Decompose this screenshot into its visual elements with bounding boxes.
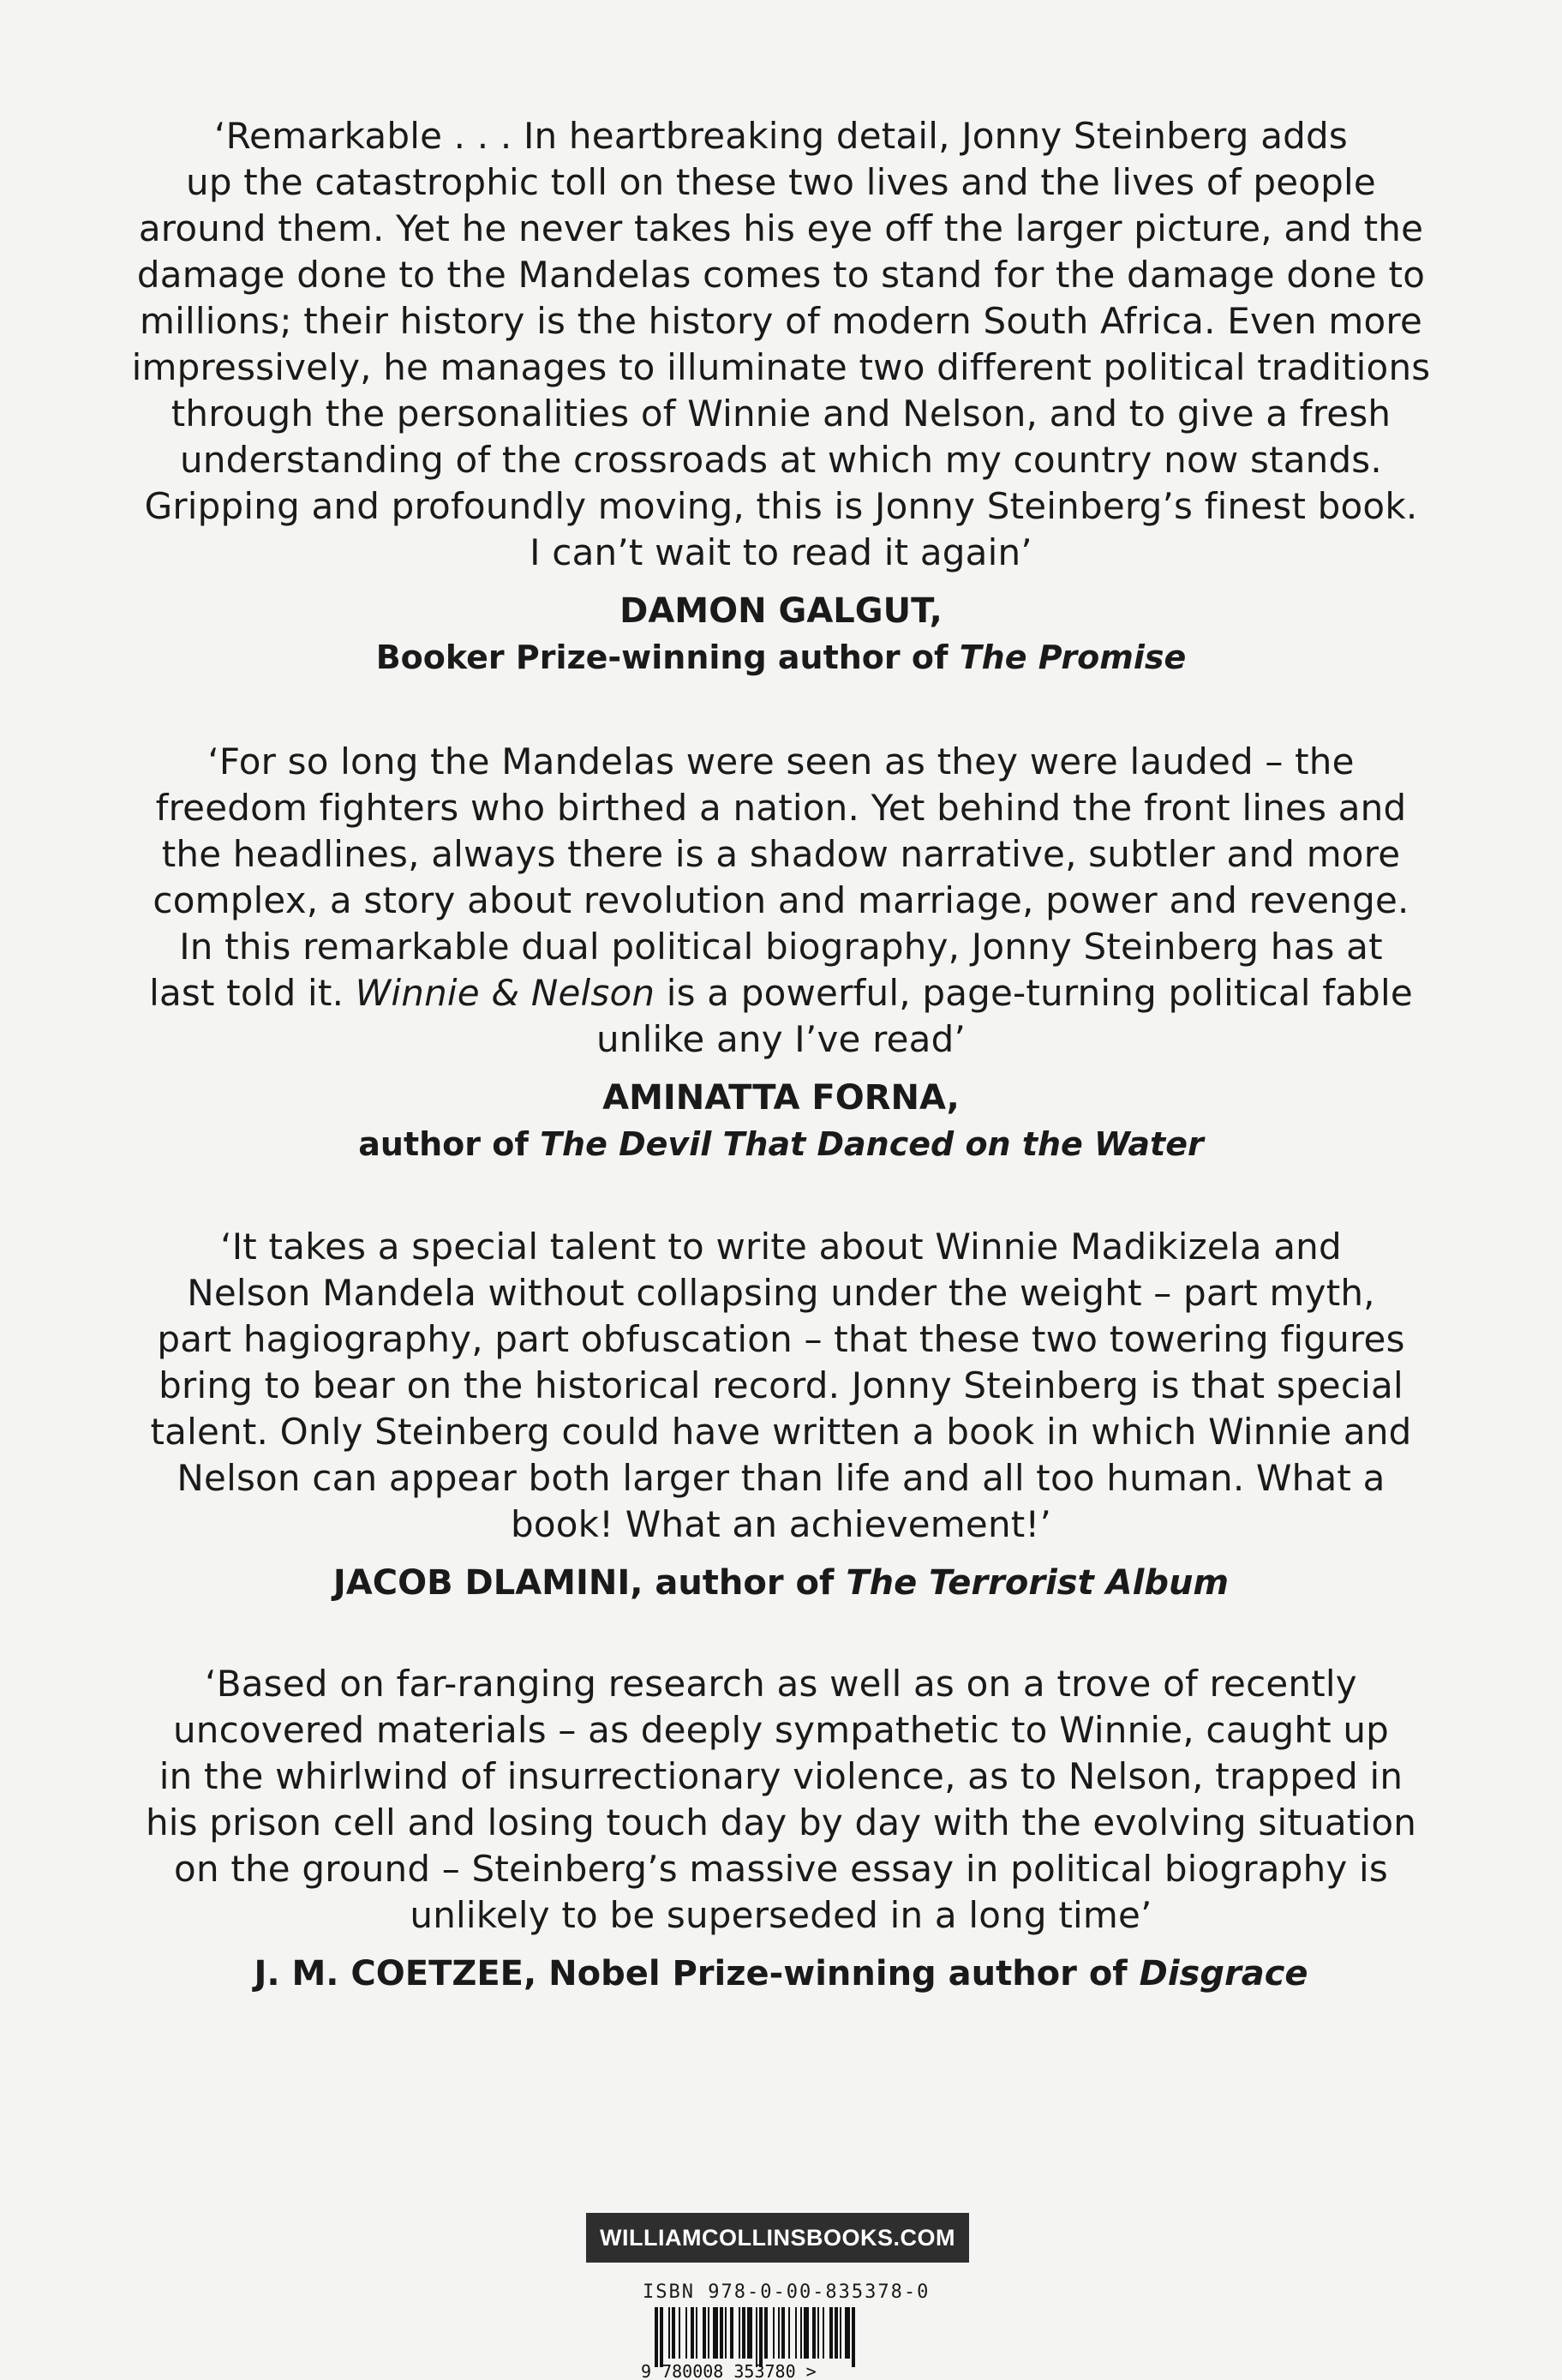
barcode-bar bbox=[781, 2307, 785, 2359]
barcode-bar bbox=[788, 2307, 790, 2359]
quote-author: DAMON GALGUT, bbox=[619, 591, 943, 631]
barcode-digits: 9 780008 353780 > bbox=[641, 2361, 817, 2380]
quote-book-title: Winnie & Nelson bbox=[355, 972, 655, 1014]
quote-credit bbox=[120, 1121, 1442, 1167]
barcode-bar bbox=[817, 2307, 819, 2359]
credit-prefix: Booker Prize-winning author of bbox=[375, 638, 960, 676]
barcode-bar bbox=[703, 2307, 706, 2359]
quote-text-part: is a powerful, page-turning political fable unlike any I’ve read’ bbox=[595, 972, 1413, 1060]
barcode-bar bbox=[720, 2307, 723, 2359]
barcode-bar bbox=[764, 2307, 768, 2359]
credit-title: The Devil That Danced on the Water bbox=[540, 1125, 1204, 1163]
barcode-bar bbox=[747, 2307, 752, 2359]
quote-author: AMINATTA FORNA, bbox=[602, 1078, 960, 1118]
barcode-bar bbox=[800, 2307, 802, 2359]
barcode-bar bbox=[660, 2307, 663, 2367]
barcode-bar bbox=[668, 2307, 670, 2359]
quote-text: ‘Remarkable . . . In heartbreaking detail, Jonny Steinberg adds up the catastrophic toll on these two lives and the lives of people around them. Yet he never takes his eye off the larger picture, and the damage done to the Mandelas comes to stand for the damage done to millions; their history is the history of modern South Africa. Even more impressively, he manages to illuminate two different political traditions through the personalities of Winnie and Nelson, and to give a fresh understanding of the crossroads at which my country now stands. Gripping and profoundly moving, this is Jonny Steinberg’s finest book. I can’t wait to read it again’ bbox=[131, 115, 1431, 573]
quote-text: ‘It takes a special talent to write about Winnie Madikizela and Nelson Mandela without collapsing under the weight – part myth, part hagiography, part obfuscation – that these two towering figures bring to bear on the historical record. Jonny Steinberg is that special talent. Only Steinberg could have written a book in which Winnie and Nelson can appear both larger than life and all too human. What a book! What an achievement!’ bbox=[150, 1226, 1412, 1545]
barcode-bar bbox=[725, 2307, 727, 2359]
publisher-website-link[interactable]: WILLIAMCOLLINSBOOKS.COM bbox=[586, 2213, 969, 2263]
review-quote-coetzee bbox=[120, 1661, 1442, 1997]
quote-author: J. M. COETZEE, bbox=[254, 1954, 537, 1993]
barcode-bar bbox=[742, 2307, 745, 2359]
credit-prefix: author of bbox=[358, 1125, 541, 1163]
barcode-bar bbox=[739, 2307, 740, 2359]
barcode bbox=[639, 2307, 948, 2380]
barcode-bar bbox=[823, 2307, 824, 2359]
credit-title: The Promise bbox=[959, 638, 1187, 676]
barcode-bar bbox=[829, 2307, 833, 2359]
barcode-bar bbox=[804, 2307, 809, 2359]
barcode-bar bbox=[773, 2307, 775, 2359]
barcode-bar bbox=[756, 2307, 757, 2367]
barcode-bar bbox=[655, 2307, 658, 2367]
credit-title: The Terrorist Album bbox=[846, 1563, 1230, 1603]
barcode-bar bbox=[759, 2307, 763, 2367]
barcode-bar bbox=[812, 2307, 816, 2359]
review-quote-galgut bbox=[120, 113, 1442, 680]
barcode-bar bbox=[778, 2307, 780, 2359]
quote-credit bbox=[120, 1560, 1442, 1606]
quote-text-part: ‘For so long the Mandelas were seen as they were lauded – the freedom fighters who birthed a nation. Yet behind the front lines and the headlines, always there is a shadow narrative, subtler and more complex, a story about revolution and marriage, power and revenge. In this remarkable dual political biography, Jonny Steinberg has at last told it. bbox=[149, 740, 1409, 1014]
barcode-bar bbox=[679, 2307, 680, 2359]
credit-title: Disgrace bbox=[1139, 1954, 1308, 1993]
barcode-bar bbox=[672, 2307, 675, 2359]
barcode-bar bbox=[795, 2307, 797, 2359]
barcode-bar bbox=[835, 2307, 838, 2359]
credit-prefix: author of bbox=[643, 1563, 847, 1603]
barcode-bar bbox=[840, 2307, 841, 2359]
barcode-bar bbox=[691, 2307, 694, 2359]
quote-author: JACOB DLAMINI, bbox=[332, 1563, 643, 1603]
review-quote-forna bbox=[120, 739, 1442, 1167]
barcode-bar bbox=[730, 2307, 733, 2359]
barcode-bar bbox=[685, 2307, 687, 2359]
barcode-bar bbox=[713, 2307, 718, 2359]
barcode-bar bbox=[696, 2307, 697, 2359]
quote-credit bbox=[120, 1951, 1442, 1997]
credit-prefix: Nobel Prize-winning author of bbox=[536, 1954, 1140, 1993]
barcode-bar bbox=[845, 2307, 850, 2359]
barcode-bar bbox=[708, 2307, 709, 2359]
quote-credit bbox=[120, 634, 1442, 680]
quote-text: ‘Based on far-ranging research as well as on a trove of recently uncovered materials – as deeply sympathetic to Winnie, caught up in the whirlwind of insurrectionary violence, as to Nelson, trapped in his prison cell and losing touch day by day with the evolving situation on the ground – Steinberg’s massive essay in political biography is unlikely to be superseded in a long time’ bbox=[145, 1663, 1417, 1936]
isbn-label: ISBN 978-0-00-835378-0 bbox=[643, 2281, 931, 2303]
review-quote-dlamini bbox=[120, 1224, 1442, 1606]
barcode-bar bbox=[852, 2307, 855, 2367]
quote-text bbox=[120, 739, 1442, 1063]
